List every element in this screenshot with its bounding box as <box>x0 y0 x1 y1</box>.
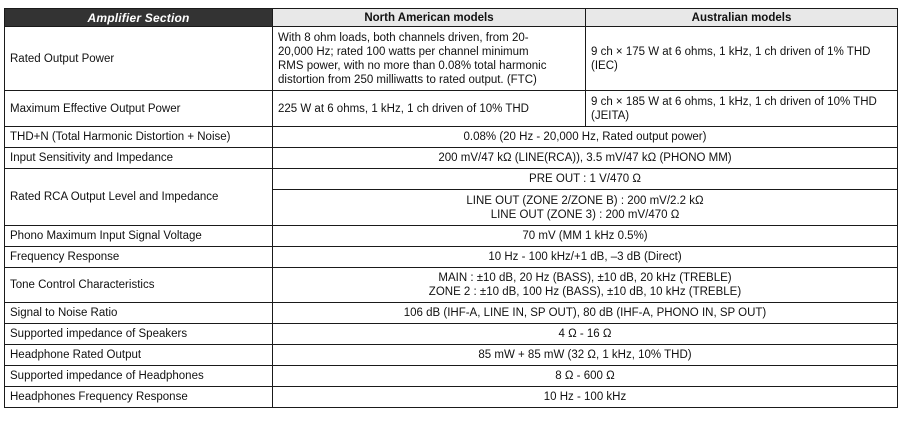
input-sensitivity-value: 200 mV/47 kΩ (LINE(RCA)), 3.5 mV/47 kΩ (PHONO MM) <box>273 148 898 169</box>
row-label: Supported impedance of Headphones <box>5 366 273 387</box>
pre-out-value: PRE OUT : 1 V/470 Ω <box>273 169 898 190</box>
rated-output-au-value <box>586 27 898 91</box>
section-title: Amplifier Section <box>5 9 273 27</box>
row-label: THD+N (Total Harmonic Distortion + Noise) <box>5 127 273 148</box>
row-tone-control <box>5 268 898 303</box>
speaker-impedance-value: 4 Ω - 16 Ω <box>273 324 898 345</box>
row-label: Phono Maximum Input Signal Voltage <box>5 226 273 247</box>
rated-output-na-value <box>273 27 586 91</box>
row-snr <box>5 303 898 324</box>
row-thd <box>5 127 898 148</box>
row-headphone-output <box>5 345 898 366</box>
thd-value: 0.08% (20 Hz - 20,000 Hz, Rated output power) <box>273 127 898 148</box>
row-headphone-frequency <box>5 387 898 408</box>
line-out-value <box>273 190 898 226</box>
row-label: Signal to Noise Ratio <box>5 303 273 324</box>
row-label: Rated RCA Output Level and Impedance <box>5 169 273 226</box>
row-rca-output-pre <box>5 169 898 190</box>
value-line: 9 ch × 175 W at 6 ohms, 1 kHz, 1 ch driven of 1% THD <box>591 45 871 58</box>
row-label: Headphones Frequency Response <box>5 387 273 408</box>
row-frequency-response <box>5 247 898 268</box>
row-label: Tone Control Characteristics <box>5 268 273 303</box>
value-line: (IEC) <box>591 59 618 72</box>
column-header-australian: Australian models <box>586 9 898 27</box>
value-line: 20,000 Hz; rated 100 watts per channel minimum <box>278 45 529 58</box>
value-line: LINE OUT (ZONE 2/ZONE B) : 200 mV/2.2 kΩ <box>466 194 704 207</box>
value-line: 9 ch × 185 W at 6 ohms, 1 kHz, 1 ch driven of 10% THD <box>591 95 877 108</box>
snr-value: 106 dB (IHF-A, LINE IN, SP OUT), 80 dB (IHF-A, PHONO IN, SP OUT) <box>273 303 898 324</box>
headphone-output-value: 85 mW + 85 mW (32 Ω, 1 kHz, 10% THD) <box>273 345 898 366</box>
header-row <box>5 9 898 27</box>
max-effective-au-value <box>586 91 898 127</box>
row-max-effective-output <box>5 91 898 127</box>
row-label: Rated Output Power <box>5 27 273 91</box>
row-label: Frequency Response <box>5 247 273 268</box>
max-effective-na-value: 225 W at 6 ohms, 1 kHz, 1 ch driven of 10% THD <box>273 91 586 127</box>
headphone-frequency-value: 10 Hz - 100 kHz <box>273 387 898 408</box>
value-line: With 8 ohm loads, both channels driven, from 20- <box>278 31 529 44</box>
value-line: MAIN : ±10 dB, 20 Hz (BASS), ±10 dB, 20 kHz (TREBLE) <box>438 272 732 284</box>
headphone-impedance-value: 8 Ω - 600 Ω <box>273 366 898 387</box>
row-label: Supported impedance of Speakers <box>5 324 273 345</box>
row-label: Headphone Rated Output <box>5 345 273 366</box>
value-line: ZONE 2 : ±10 dB, 100 Hz (BASS), ±10 dB, 10 kHz (TREBLE) <box>428 286 742 298</box>
row-headphone-impedance <box>5 366 898 387</box>
row-rated-output-power <box>5 27 898 91</box>
frequency-response-value: 10 Hz - 100 kHz/+1 dB, –3 dB (Direct) <box>273 247 898 268</box>
row-input-sensitivity <box>5 148 898 169</box>
column-header-north-american: North American models <box>273 9 586 27</box>
amplifier-spec-table <box>4 8 898 408</box>
value-line: (JEITA) <box>591 109 630 122</box>
row-speaker-impedance <box>5 324 898 345</box>
row-phono-max <box>5 226 898 247</box>
row-label: Input Sensitivity and Impedance <box>5 148 273 169</box>
value-line: LINE OUT (ZONE 3) : 200 mV/470 Ω <box>490 208 680 221</box>
row-label: Maximum Effective Output Power <box>5 91 273 127</box>
tone-control-value <box>273 268 898 303</box>
value-line: RMS power, with no more than 0.08% total harmonic <box>278 59 547 72</box>
phono-max-value: 70 mV (MM 1 kHz 0.5%) <box>273 226 898 247</box>
value-line: distortion from 250 milliwatts to rated output. (FTC) <box>278 73 537 86</box>
